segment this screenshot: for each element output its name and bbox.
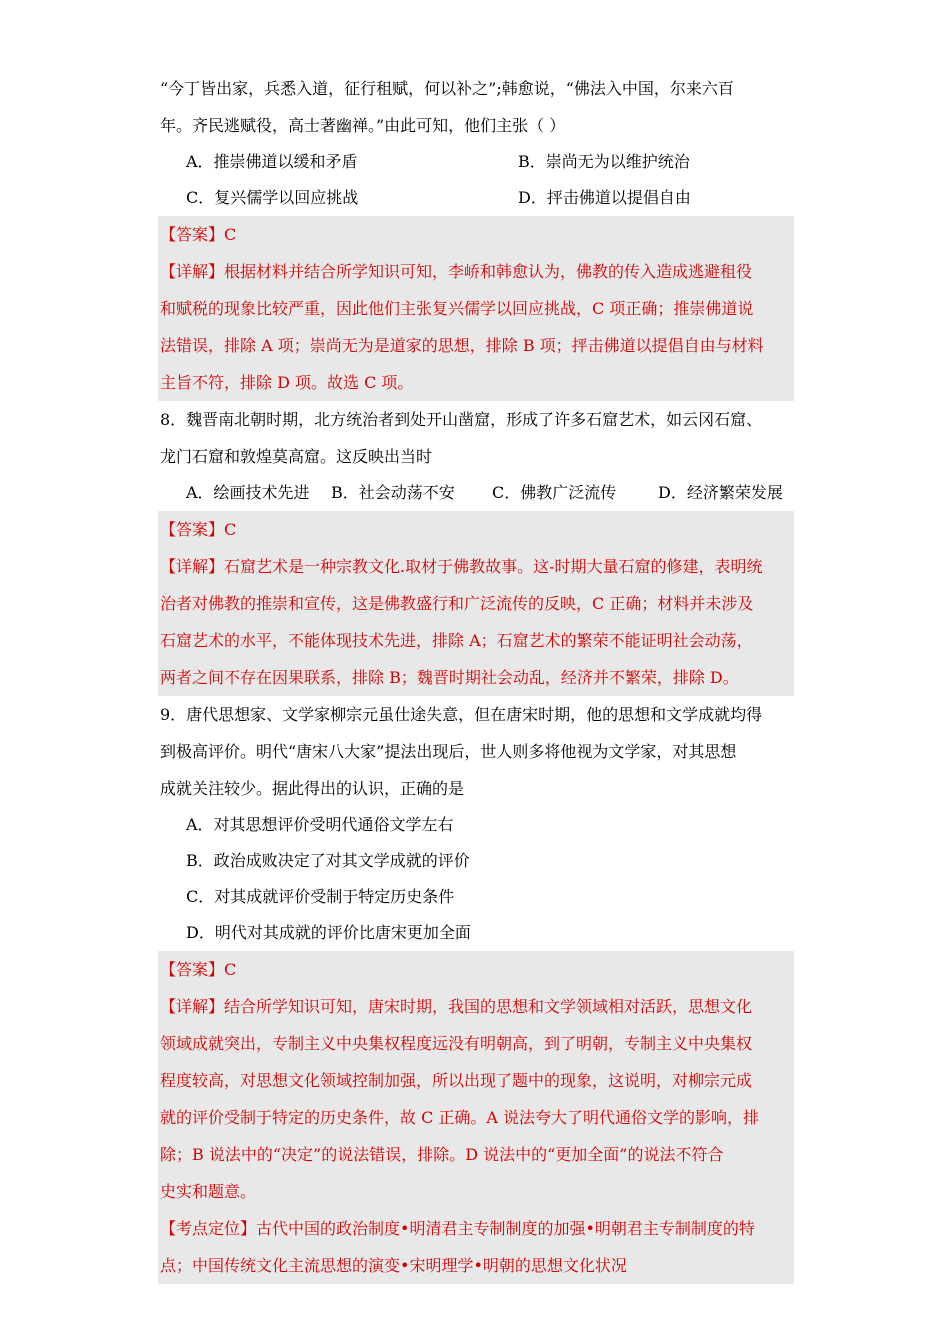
option-row: [160, 807, 792, 843]
option-b: B．崇尚无为以维护统治: [518, 152, 690, 171]
detail-line: 【详解】石窟艺术是一种宗教文化.取材于佛教故事。这-时期大量石窟的修建，表明统: [160, 557, 763, 576]
detail-line: 【详解】根据材料并结合所学知识可知，李峤和韩愈认为，佛教的传入造成逃避租役: [160, 262, 753, 281]
option-c: C．佛教广泛流传: [492, 483, 617, 502]
knowledge-point-line: 【考点定位】古代中国的政治制度•明清君主专制制度的加强•明朝君主专制制度的特: [160, 1219, 755, 1238]
question-9: [160, 696, 792, 1284]
option-row: [160, 475, 792, 511]
detail-line: 石窟艺术的水平，不能体现技术先进，排除 A；石窟艺术的繁荣不能证明社会动荡，: [160, 631, 753, 650]
option-d: D．经济繁荣发展: [658, 483, 783, 502]
answer-line: 【答案】C: [160, 520, 237, 539]
question-stem-line: 龙门石窟和敦煌莫高窟。这反映出当时: [160, 447, 433, 466]
detail-line: 史实和题意。: [160, 1182, 257, 1201]
question-stem-line: 成就关注较少。据此得出的认识，正确的是: [160, 779, 465, 798]
detail-line: 治者对佛教的推崇和宣传，这是佛教盛行和广泛流传的反映，C 正确；材料并未涉及: [160, 594, 754, 613]
question-8: [160, 401, 792, 696]
detail-line: 法错误，排除 A 项；崇尚无为是道家的思想，排除 B 项；抨击佛道以提倡自由与材料: [160, 336, 764, 355]
detail-line: 除；B 说法中的“决定”的说法错误，排除。D 说法中的“更加全面”的说法不符合: [160, 1145, 724, 1164]
option-b: B．社会动荡不安: [331, 483, 455, 502]
detail-line: 【详解】结合所学知识可知，唐宋时期，我国的思想和文学领域相对活跃，思想文化: [160, 997, 753, 1016]
detail-line: 两者之间不存在因果联系，排除 B；魏晋时期社会动乱，经济并不繁荣，排除 D。: [160, 668, 739, 687]
option-a: A．对其思想评价受明代通俗文学左右: [186, 815, 454, 834]
option-d: D．抨击佛道以提倡自由: [518, 188, 691, 207]
option-a: A．推崇佛道以缓和矛盾: [186, 152, 358, 171]
question-stem-line: 年。齐民逃赋役，高士著幽禅。”由此可知，他们主张（ ）: [160, 116, 566, 135]
option-a: A．绘画技术先进: [186, 483, 310, 502]
question-stem-line: “今丁皆出家，兵悉入道，征行租赋，何以补之”;韩愈说，“佛法入中国，尔来六百: [160, 79, 734, 98]
answer-block: [158, 951, 794, 1284]
detail-line: 就的评价受制于特定的历史条件，故 C 正确。A 说法夸大了明代通俗文学的影响，排: [160, 1108, 760, 1127]
question-stem-line: 8．魏晋南北朝时期，北方统治者到处开山凿窟，形成了许多石窟艺术，如云冈石窟、: [160, 410, 763, 429]
option-row: [160, 180, 792, 216]
question-stem-line: 9．唐代思想家、文学家柳宗元虽仕途失意，但在唐宋时期，他的思想和文学成就均得: [160, 705, 763, 724]
option-c: C．复兴儒学以回应挑战: [186, 188, 359, 207]
option-row: [160, 879, 792, 915]
answer-block: [158, 216, 794, 401]
detail-line: 程度较高，对思想文化领域控制加强，所以出现了题中的现象，这说明，对柳宗元成: [160, 1071, 753, 1090]
document-page: [160, 70, 792, 1284]
answer-block: [158, 511, 794, 696]
option-row: [160, 843, 792, 879]
option-row: [160, 915, 792, 951]
answer-line: 【答案】C: [160, 960, 237, 979]
detail-line: 领域成就突出，专制主义中央集权程度远没有明朝高，到了明朝，专制主义中央集权: [160, 1034, 753, 1053]
detail-line: 主旨不符，排除 D 项。故选 C 项。: [160, 373, 414, 392]
knowledge-point-line: 点；中国传统文化主流思想的演变•宋明理学•明朝的思想文化状况: [160, 1256, 627, 1275]
question-7: [160, 70, 792, 401]
option-b: B．政治成败决定了对其文学成就的评价: [186, 851, 470, 870]
option-row: [160, 144, 792, 180]
option-c: C．对其成就评价受制于特定历史条件: [186, 887, 455, 906]
answer-line: 【答案】C: [160, 225, 237, 244]
option-d: D．明代对其成就的评价比唐宋更加全面: [186, 923, 471, 942]
question-stem-line: 到极高评价。明代“唐宋八大家”提法出现后，世人则多将他视为文学家，对其思想: [160, 742, 737, 761]
detail-line: 和赋税的现象比较严重，因此他们主张复兴儒学以回应挑战，C 项正确；推崇佛道说: [160, 299, 754, 318]
